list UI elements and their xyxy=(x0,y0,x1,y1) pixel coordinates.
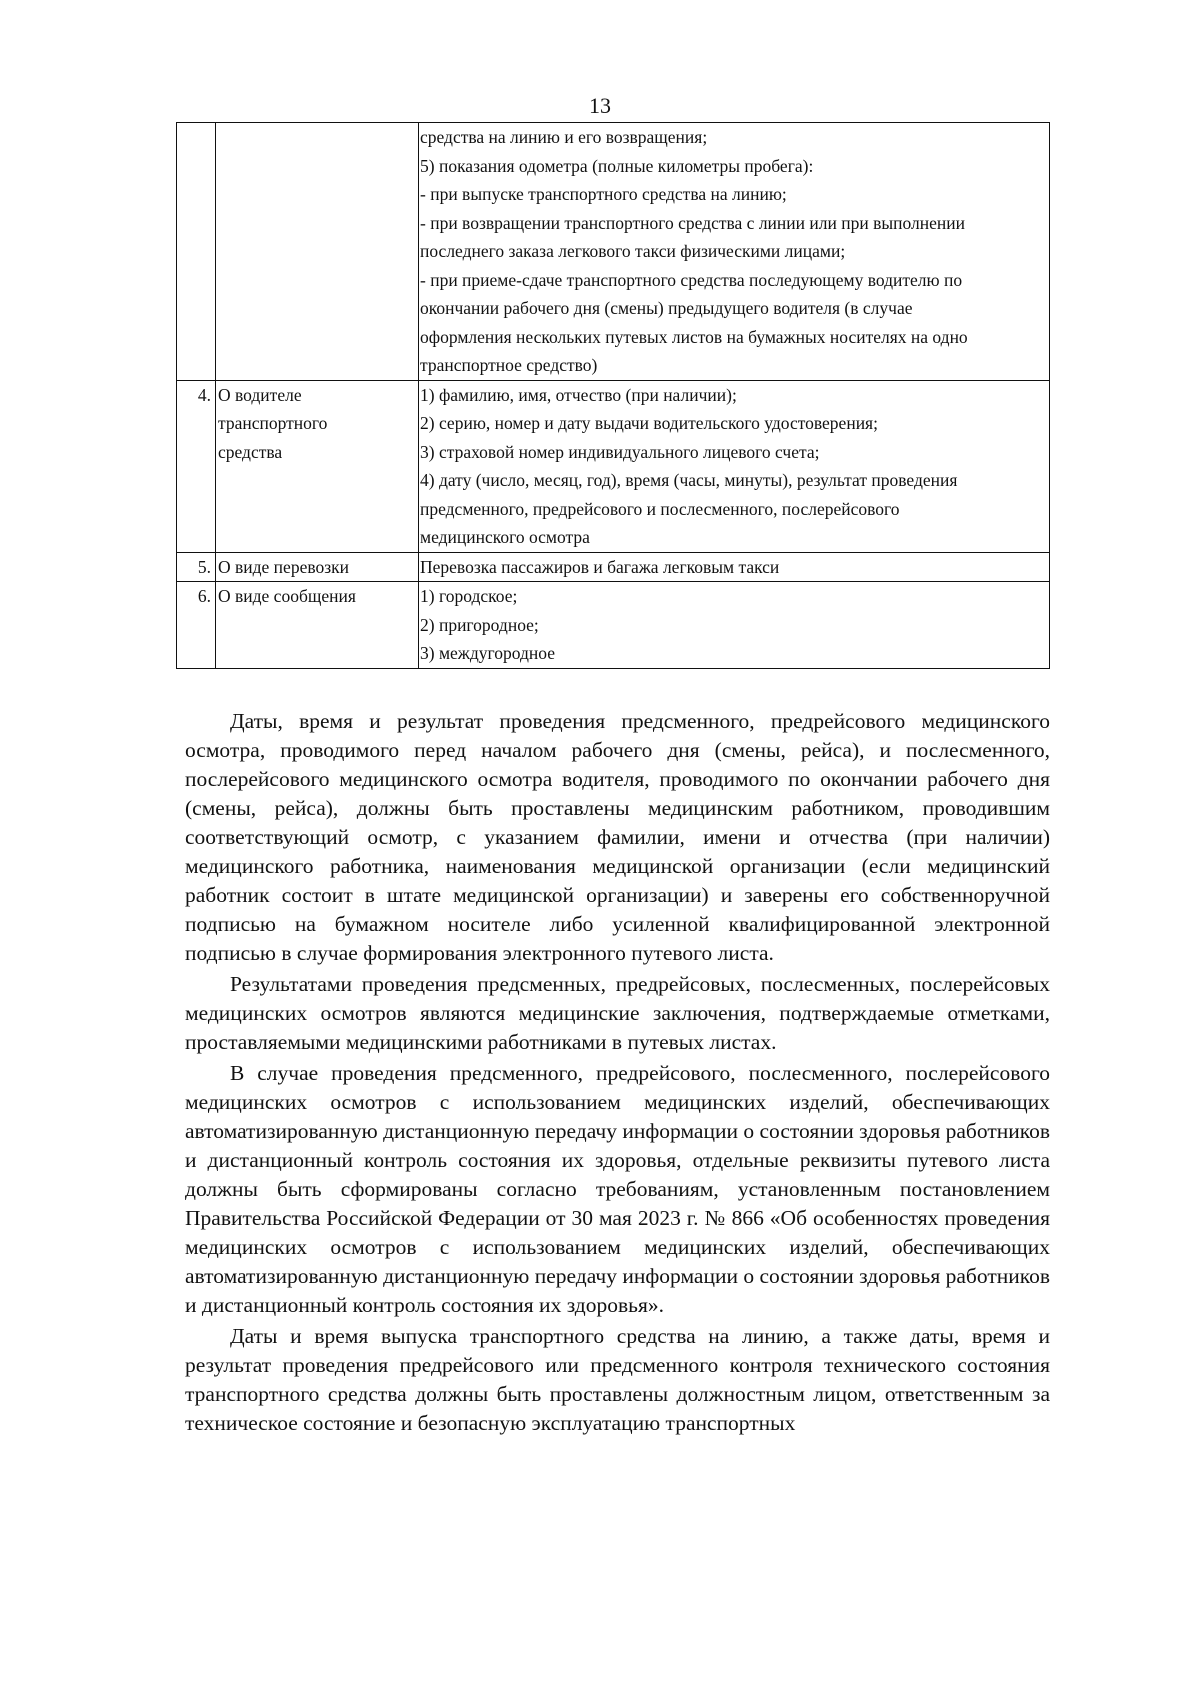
requisite-name-cell xyxy=(216,123,419,381)
requisite-value-line: медицинского осмотра xyxy=(420,527,590,547)
requisite-value-line: 1) городское; xyxy=(420,586,518,606)
row-number-cell xyxy=(177,380,216,552)
requisite-value-line: последнего заказа легкового такси физическими лицами; xyxy=(420,241,846,261)
requisite-value-line: Перевозка пассажиров и багажа легковым такси xyxy=(420,556,780,577)
body-text xyxy=(185,707,1050,1438)
requisite-value-line: 5) показания одометра (полные километры пробега): xyxy=(420,155,814,176)
requisites-table-body xyxy=(177,123,1050,669)
requisite-name-cell xyxy=(216,380,419,552)
requisite-value-line: - при приеме-сдаче транспортного средства последующему водителю по xyxy=(420,269,963,290)
requisite-value-cell xyxy=(419,552,1050,582)
requisites-table xyxy=(176,122,1050,669)
row-number-cell xyxy=(177,582,216,669)
row-number: 6. xyxy=(197,586,211,606)
requisite-name-line: средства xyxy=(218,441,283,462)
requisite-name-cell xyxy=(216,552,419,582)
requisite-value-line: 3) междугородное xyxy=(420,643,556,663)
requisite-value-line: 2) пригородное; xyxy=(420,614,539,635)
requisite-value-line: средства на линию и его возвращения; xyxy=(420,127,708,147)
requisite-name-line: О водителе xyxy=(218,384,302,405)
page-number: 13 xyxy=(589,93,611,118)
row-number-cell xyxy=(177,552,216,582)
requisite-name-cell xyxy=(216,582,419,669)
row-number: 5. xyxy=(197,556,211,577)
body-paragraph: Даты и время выпуска транспортного средства на линию, а также даты, время и результат проведения предрейсового или предсменного контроля технического состояния транспортного средства должны быть проставлены должностным лицом, ответственным за техническое состояние и безопасную эксплуатацию транспортных xyxy=(185,1324,1050,1435)
requisite-value-line: 1) фамилию, имя, отчество (при наличии); xyxy=(420,384,737,405)
body-paragraph: Результатами проведения предсменных, предрейсовых, послесменных, послерейсовых медицинских осмотров являются медицинские заключения, подтверждаемые отметками, проставляемыми медицинскими работниками в путевых листах. xyxy=(185,972,1050,1054)
requisite-name-line: транспортного xyxy=(218,413,328,433)
body-paragraph: В случае проведения предсменного, предрейсового, послесменного, послерейсового медицинских осмотров с использованием медицинских изделий, обеспечивающих автоматизированную дистанционную передачу информации о состоянии здоровья работников и дистанционный контроль состояния их здоровья, отдельные реквизиты путевого листа должны быть сформированы согласно требованиям, установленным постановлением Правительства Российской Федерации от 30 мая 2023 г. № 866 «Об особенностях проведения медицинских осмотров с использованием медицинских изделий, обеспечивающих автоматизированную дистанционную передачу информации о состоянии здоровья работников и дистанционный контроль состояния их здоровья». xyxy=(185,1061,1050,1317)
requisite-value-line: окончании рабочего дня (смены) предыдущего водителя (в случае xyxy=(420,298,913,318)
table-row xyxy=(177,123,1050,381)
requisite-value-line: 4) дату (число, месяц, год), время (часы, минуты), результат проведения xyxy=(420,470,958,490)
requisite-value-line: - при выпуске транспортного средства на линию; xyxy=(420,184,787,204)
requisite-name-line: О виде сообщения xyxy=(218,586,356,606)
table-row xyxy=(177,582,1050,669)
row-number-cell xyxy=(177,123,216,381)
requisite-value-line: транспортное средство) xyxy=(420,355,598,375)
body-paragraph: Даты, время и результат проведения предсменного, предрейсового медицинского осмотра, проводимого перед началом рабочего дня (смены, рейса), и послесменного, послерейсового медицинского осмотра водителя, проводимого по окончании рабочего дня (смены, рейса), должны быть проставлены медицинским работником, проводившим соответствующий осмотр, с указанием фамилии, имени и отчества (при наличии) медицинского работника, наименования медицинской организации (если медицинский работник состоит в штате медицинской организации) и заверены его собственноручной подписью на бумажном носителе либо усиленной квалифицированной электронной подписью в случае формирования электронного путевого листа. xyxy=(185,709,1050,965)
requisite-value-cell xyxy=(419,582,1050,669)
requisite-value-cell xyxy=(419,380,1050,552)
row-number: 4. xyxy=(197,384,211,405)
requisite-value-line: предсменного, предрейсового и послесменного, послерейсового xyxy=(420,498,900,519)
table-row xyxy=(177,380,1050,552)
requisite-value-line: оформления нескольких путевых листов на бумажных носителях на одно xyxy=(420,326,968,347)
requisite-value-line: - при возвращении транспортного средства с линии или при выполнении xyxy=(420,212,965,233)
requisite-value-line: 2) серию, номер и дату выдачи водительского удостоверения; xyxy=(420,413,878,433)
requisite-value-line: 3) страховой номер индивидуального лицевого счета; xyxy=(420,441,820,462)
requisite-value-cell xyxy=(419,123,1050,381)
table-row xyxy=(177,552,1050,582)
requisite-name-line: О виде перевозки xyxy=(218,556,350,577)
